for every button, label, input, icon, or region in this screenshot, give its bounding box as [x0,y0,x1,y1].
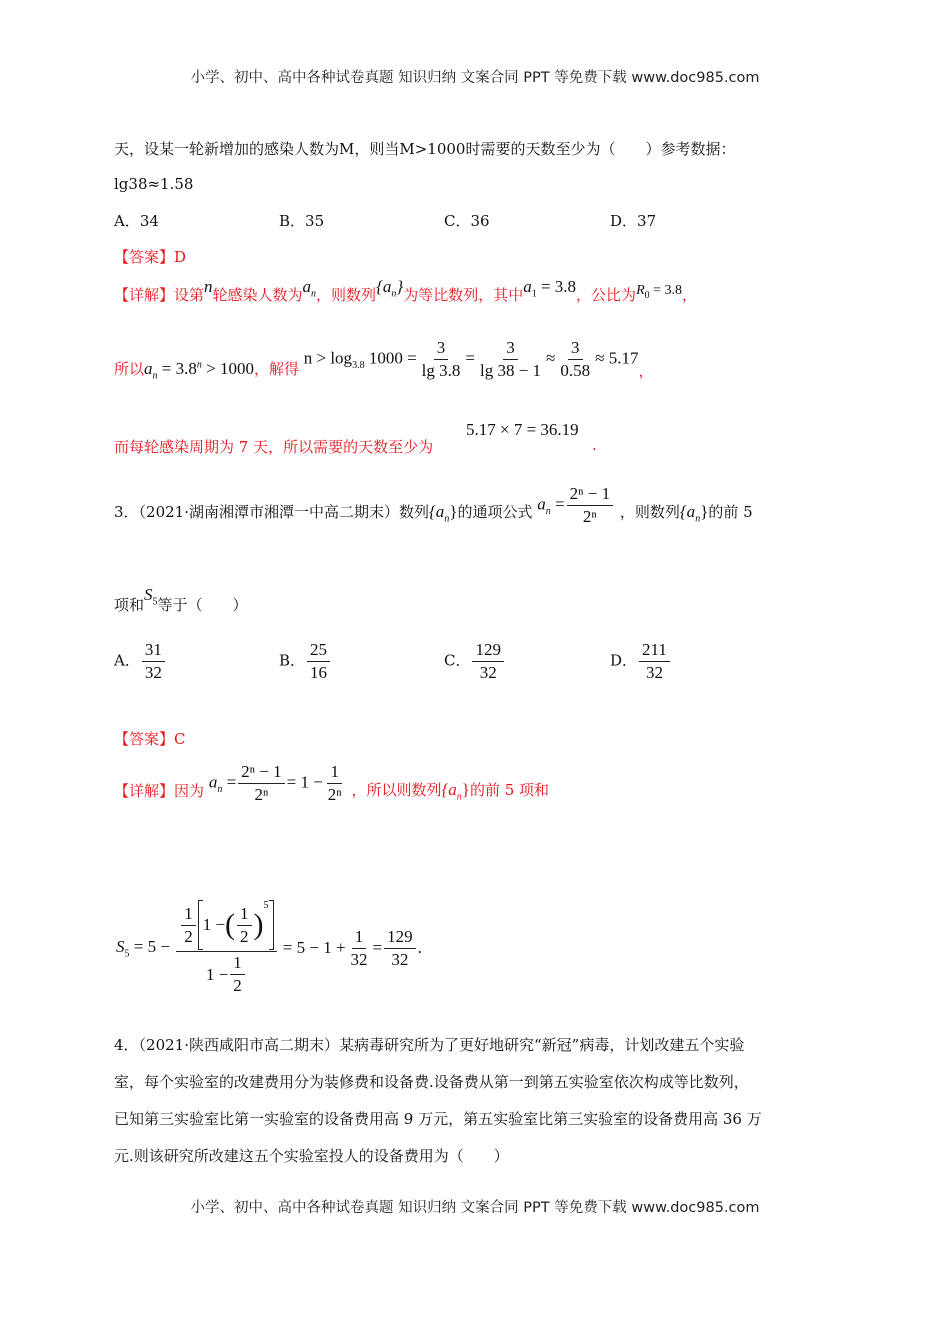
math: } [700,501,709,521]
q2-option-b: B．35 [279,212,325,230]
math: 1 [181,904,196,926]
math: a [144,359,153,378]
math: n [695,513,701,525]
q2-option-a: A．34 [114,212,159,230]
math: 1 [230,953,245,975]
q2-detail-line2 [114,338,654,381]
q2-detail-line3-end: . [592,436,597,454]
math: n [196,359,202,371]
text: 轮感染人数为 [212,286,303,304]
math: 32 [645,663,663,682]
math: 2ⁿ [254,785,269,804]
math: n [444,513,450,525]
text: 的前 5 项和 [469,780,550,799]
math: 3 [503,338,518,360]
detail-label: 【详解】 [114,782,175,800]
math: ≈ 5.17 [595,348,639,368]
math: ≈ [546,348,556,368]
text: ，则数列 [316,286,377,304]
math: 0.58 [560,361,591,381]
q2-option-d: D．37 [610,212,657,230]
q4-line4: 元.则该研究所改建这五个实验室投人的设备费用为（ ） [114,1147,509,1165]
q2-option-c: C．36 [444,212,490,230]
text: ， [638,361,654,380]
math: } [461,779,470,799]
q4-line2: 室，每个实验室的改建费用分为装修费和设备费.设备费从第一到第五实验室依次构成等比数列， [114,1073,749,1091]
q3-sum-formula: $S_5 = 5$ − $\frac{1}{2}$ 1 − ( $\frac{1}{2}$ ) $^5$ 1 − $\frac{1}{2}$ = 5 − 1 + $\frac{1}{32}$ = $\frac{129}{32}$ . [116,900,422,995]
math: n [311,288,317,300]
math: n [217,783,223,795]
math: {a [441,779,457,799]
math: 0 [644,289,650,301]
detail-label: 【详解】 [114,286,175,304]
math: 1000 = [364,348,417,368]
q4-line3: 已知第三实验室比第一实验室的设备费用高 9 万元，第五实验室比第三实验室的设备费用高 36 万 [114,1110,762,1128]
option-label: A． [114,651,140,670]
math: {a [376,277,392,296]
q2-text-line1: 天，设某一轮新增加的感染人数为M，则当M>1000时需要的天数至少为（ ）参考数据： [114,140,736,158]
math: = 1 − [286,772,323,792]
math: n [204,277,213,296]
option-label: D． [610,651,638,670]
math: S [144,585,153,604]
math: 129 [472,640,504,662]
math: n [456,791,462,803]
math: 32 [350,949,368,969]
math: 25 [307,640,330,662]
math: = [372,938,383,957]
math: {a [429,501,445,521]
math: } [396,277,404,296]
q3-option-a [114,640,167,683]
math: lg 38 − 1 [479,361,542,381]
q3-option-d [610,640,672,683]
q2-text-line2: lg38≈1.58 [114,175,194,193]
text: ，公比为 [576,286,637,304]
math: = [465,348,475,368]
math: 1 [237,904,252,926]
math: 1 − [202,915,226,934]
math: 2 [233,976,242,995]
math: {a [679,501,696,521]
math: = 3.8 [536,277,577,296]
math: 3 [568,338,583,360]
math: 2ⁿ − 1 [238,762,284,784]
math: 211 [639,640,670,662]
q3-option-b [279,640,332,683]
math: a [523,277,532,296]
text: 项和 [114,596,145,614]
math: a [302,277,312,296]
math: a [208,772,218,792]
math: 2 [184,926,193,946]
math: = [555,494,565,514]
math: = [226,772,237,792]
q3-answer: 【答案】C [114,730,186,748]
math: = 3.8 [161,359,197,378]
math: 2ⁿ − 1 [567,484,613,506]
text: 因为 [174,782,205,800]
math: 1 − [205,964,229,984]
math: a [537,494,546,514]
math: n [391,288,397,300]
math: = 3.8 [649,283,683,298]
math: 5 [152,596,158,608]
math: 1 [531,288,537,300]
math: n [152,370,158,382]
text: 的通项公式 [457,502,533,521]
math: 5 [124,948,130,960]
q2-answer: 【答案】D [114,248,187,266]
q4-line1: 4．（2021·陕西咸阳市高二期末）某病毒研究所为了更好地研究“新冠”病毒，计划改建五个实验 [114,1036,745,1054]
math: . [417,938,422,957]
math: 5 [263,900,269,911]
q2-detail-line3: 而每轮感染周期为 7 天，所以需要的天数至少为 [114,438,434,456]
math: 2 [240,926,249,946]
math: } [449,501,458,521]
q3-detail-line1 [114,762,549,805]
option-label: C． [444,651,471,670]
text: ，解得 [253,360,299,378]
math: 3 [434,338,449,360]
math: R [636,283,645,298]
option-label: B． [279,651,306,670]
math: = 5 − 1 + [282,938,346,957]
math: 3.8 [352,360,365,371]
text: 所以 [114,360,145,378]
text: ， [682,286,698,304]
q2-detail-line3-math: 5.17 × 7 = 36.19 [466,420,579,439]
math: 31 [142,640,165,662]
text: ，则数列 [619,502,680,521]
q2-detail-line1 [114,277,698,307]
math: 16 [310,663,328,682]
text: 3．（2021·湖南湘潭市湘潭一中高二期末）数列 [114,502,429,521]
math: 129 [384,927,416,949]
math: S [116,936,125,956]
q3-option-c [444,640,506,683]
math: 2ⁿ [327,785,342,804]
text: ，所以则数列 [351,780,442,799]
math: > 1000 [201,359,254,378]
math: n > log [303,348,353,368]
q3-stem-line1 [114,484,753,527]
text: 设第 [174,286,205,304]
math: 32 [144,663,162,682]
math: 32 [479,663,497,682]
math: 2ⁿ [582,507,597,526]
text: 等于（ ） [157,596,248,614]
math: n [545,505,551,517]
text: 的前 5 [708,502,753,521]
page-header: 小学、初中、高中各种试卷真题 知识归纳 文案合同 PPT 等免费下载 www.doc985.com [190,70,760,86]
math: 1 [327,762,342,784]
text: 为等比数列，其中 [403,286,524,304]
math: = 5 − [133,936,170,956]
math: 1 [352,927,367,949]
q3-stem-line2 [114,584,248,614]
math: lg 3.8 [421,361,461,381]
math: 32 [391,949,409,969]
page-footer: 小学、初中、高中各种试卷真题 知识归纳 文案合同 PPT 等免费下载 www.doc985.com [190,1200,760,1216]
